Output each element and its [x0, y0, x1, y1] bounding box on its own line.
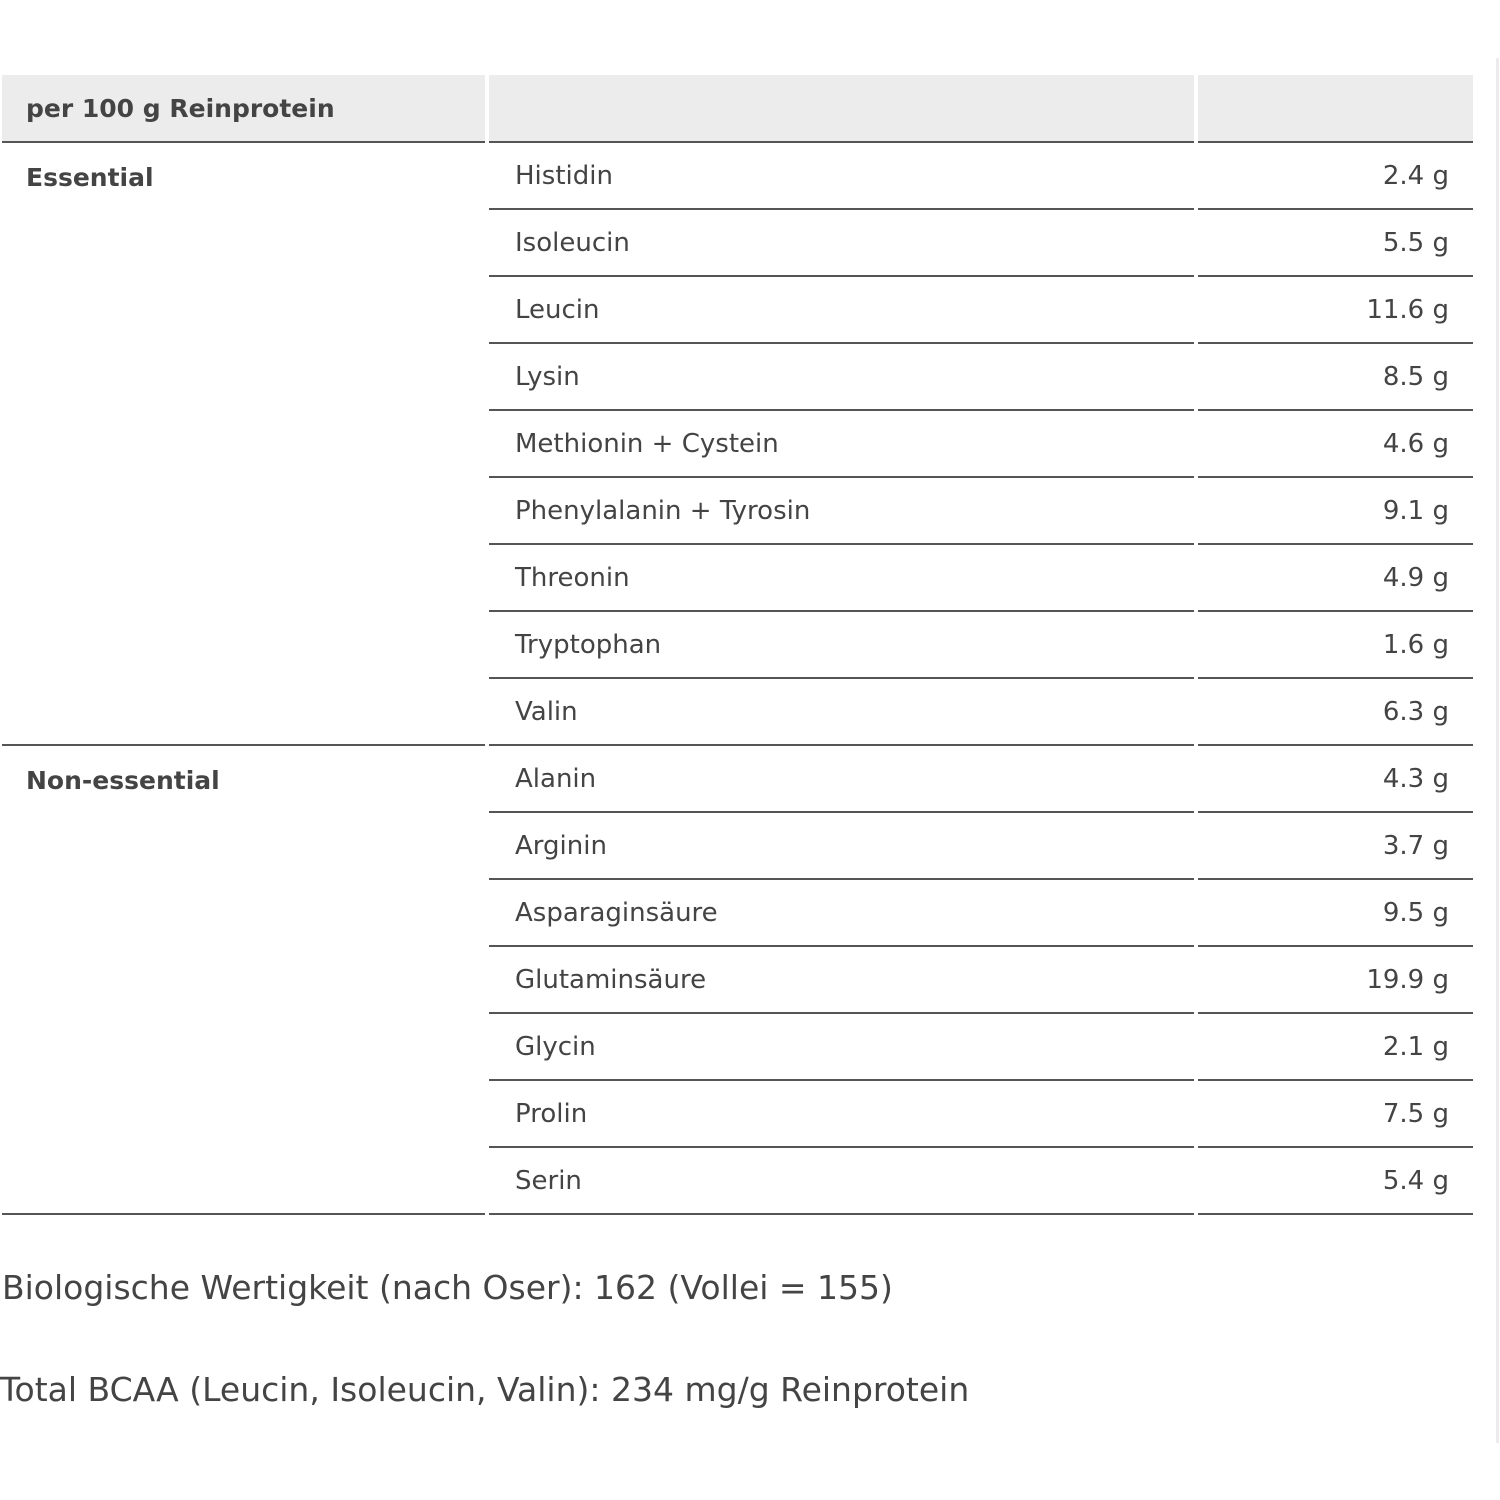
table-row	[2, 143, 1473, 210]
amino-acid-name: Alanin	[489, 746, 1194, 813]
amino-acid-value: 1.6 g	[1198, 612, 1473, 679]
amino-acid-value: 6.3 g	[1198, 679, 1473, 746]
amino-acid-name: Arginin	[489, 813, 1194, 880]
amino-acid-value: 19.9 g	[1198, 947, 1473, 1014]
amino-acid-name: Valin	[489, 679, 1194, 746]
amino-acid-value: 7.5 g	[1198, 1081, 1473, 1148]
amino-acid-name: Phenylalanin + Tyrosin	[489, 478, 1194, 545]
table-header-blank	[1198, 75, 1473, 143]
table-header-blank	[489, 75, 1194, 143]
table-body	[2, 143, 1473, 1215]
amino-acid-value: 8.5 g	[1198, 344, 1473, 411]
amino-acid-name: Serin	[489, 1148, 1194, 1215]
page-edge-rule	[1496, 58, 1499, 1443]
amino-acid-name: Prolin	[489, 1081, 1194, 1148]
table-header-row	[2, 75, 1473, 143]
amino-acid-value: 5.4 g	[1198, 1148, 1473, 1215]
amino-acid-value: 5.5 g	[1198, 210, 1473, 277]
group-label: Non-essential	[2, 746, 485, 1215]
amino-acid-name: Lysin	[489, 344, 1194, 411]
amino-acid-value: 4.9 g	[1198, 545, 1473, 612]
amino-acid-table-wrapper	[2, 75, 1469, 1215]
amino-acid-name: Threonin	[489, 545, 1194, 612]
amino-acid-name: Leucin	[489, 277, 1194, 344]
amino-acid-name: Asparaginsäure	[489, 880, 1194, 947]
amino-acid-value: 9.5 g	[1198, 880, 1473, 947]
biological-value-note: Biologische Wertigkeit (nach Oser): 162 (Vollei = 155)	[2, 1268, 893, 1307]
amino-acid-name: Glutaminsäure	[489, 947, 1194, 1014]
amino-acid-value: 4.3 g	[1198, 746, 1473, 813]
total-bcaa-note: Total BCAA (Leucin, Isoleucin, Valin): 234 mg/g Reinprotein	[0, 1370, 970, 1409]
amino-acid-name: Isoleucin	[489, 210, 1194, 277]
table-header-label: per 100 g Reinprotein	[2, 75, 485, 143]
amino-acid-value: 2.1 g	[1198, 1014, 1473, 1081]
amino-acid-name: Glycin	[489, 1014, 1194, 1081]
amino-acid-value: 4.6 g	[1198, 411, 1473, 478]
amino-acid-name: Methionin + Cystein	[489, 411, 1194, 478]
amino-acid-value: 9.1 g	[1198, 478, 1473, 545]
amino-acid-name: Tryptophan	[489, 612, 1194, 679]
group-label: Essential	[2, 143, 485, 746]
amino-acid-value: 11.6 g	[1198, 277, 1473, 344]
amino-acid-name: Histidin	[489, 143, 1194, 210]
amino-acid-value: 3.7 g	[1198, 813, 1473, 880]
table-row	[2, 746, 1473, 813]
amino-acid-value: 2.4 g	[1198, 143, 1473, 210]
amino-acid-table	[0, 75, 1477, 1215]
